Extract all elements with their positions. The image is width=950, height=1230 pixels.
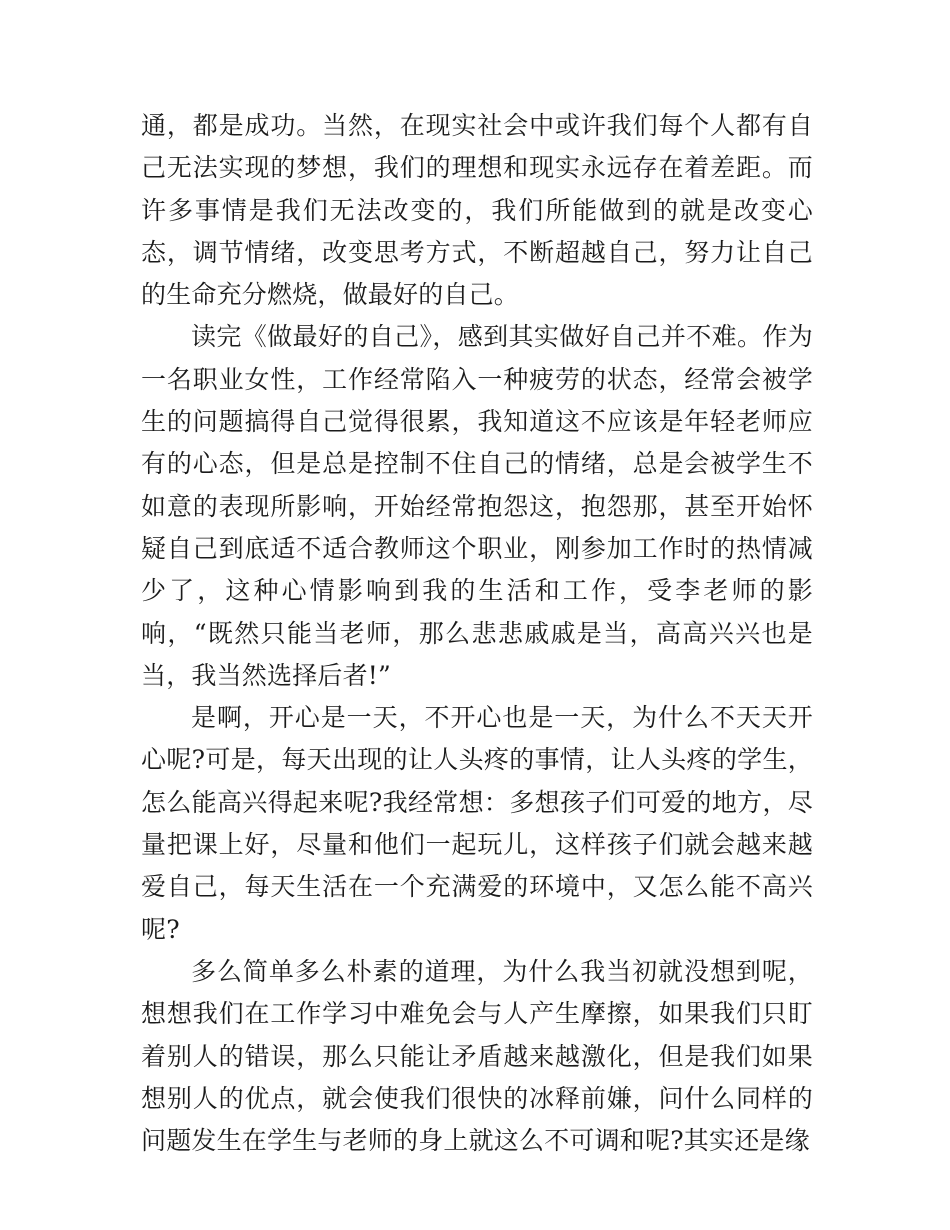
document-body [141,105,813,1162]
paragraph-2: 读完《做最好的自己》，感到其实做好自己并不难。作为一名职业女性，工作经常陷入一种疲劳的状态，经常会被学生的问题搞得自己觉得很累，我知道这不应该是年轻老师应有的心态，但是总是控制不住自己的情绪，总是会被学生不如意的表现所影响，开始经常抱怨这，抱怨那，甚至开始怀疑自己到底适不适合教师这个职业，刚参加工作时的热情减少了，这种心情影响到我的生活和工作，受李老师的影响，“既然只能当老师，那么悲悲戚戚是当，高高兴兴也是当，我当然选择后者!” [141,322,813,690]
paragraph-3: 是啊，开心是一天，不开心也是一天，为什么不天天开心呢?可是，每天出现的让人头疼的事情，让人头疼的学生，怎么能高兴得起来呢?我经常想：多想孩子们可爱的地方，尽量把课上好，尽量和他们一起玩儿，这样孩子们就会越来越爱自己，每天生活在一个充满爱的环境中，又怎么能不高兴呢? [141,703,813,944]
paragraph-4: 多么简单多么朴素的道理，为什么我当初就没想到呢，想想我们在工作学习中难免会与人产生摩擦，如果我们只盯着别人的错误，那么只能让矛盾越来越激化，但是我们如果想别人的优点，就会使我们很快的冰释前嫌，问什么同样的问题发生在学生与老师的身上就这么不可调和呢?其实还是缘 [141,956,813,1156]
paragraph-1: 通，都是成功。当然，在现实社会中或许我们每个人都有自己无法实现的梦想，我们的理想和现实永远存在着差距。而许多事情是我们无法改变的，我们所能做到的就是改变心态，调节情绪，改变思考方式，不断超越自己，努力让自己的生命充分燃烧，做最好的自己。 [141,111,813,310]
